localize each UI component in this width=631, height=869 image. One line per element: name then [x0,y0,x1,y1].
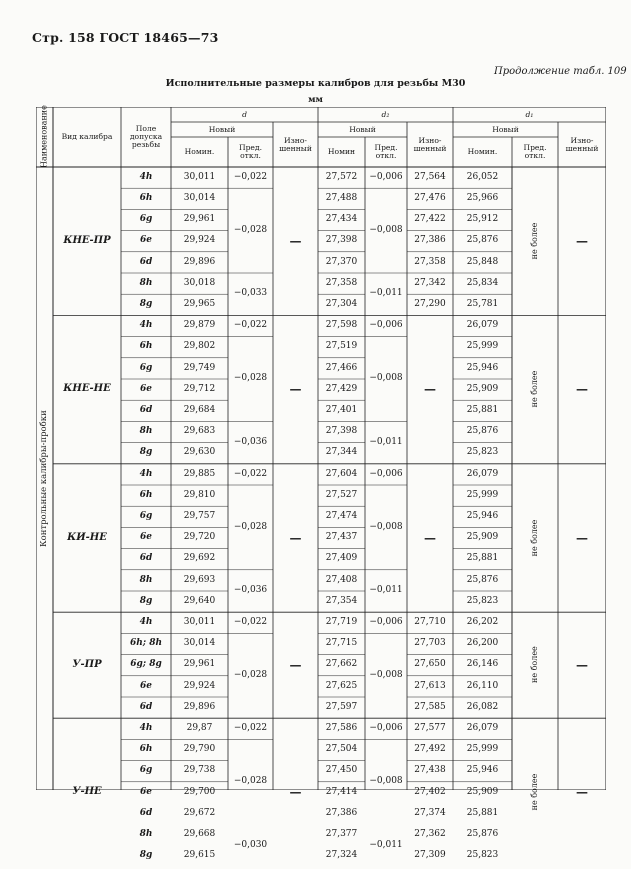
d2-worn-cell: 27,402 [414,786,446,797]
tolerance-field-cell: 4h [139,723,153,734]
d-nominal-cell: 29,802 [183,341,216,352]
tolerance-field-cell: 6e [140,383,152,394]
d2-nominal-cell: 27,598 [325,320,358,331]
d1-nominal-cell: 25,876 [466,574,499,585]
tolerance-field-cell: 8h [139,574,153,585]
tolerance-field-cell: 6e [140,680,152,691]
tolerance-field-cell: 6h [139,341,153,352]
d1-nominal-cell: 25,966 [466,193,499,204]
d1-deviation-not-more: не более [529,646,539,684]
d2-deviation-cell: −0,006 [369,617,403,628]
header-d2-nominal: Номин [327,147,356,157]
d1-nominal-cell: 25,999 [466,744,499,755]
d-nominal-cell: 29,924 [183,235,216,246]
d1-deviation-not-more: не более [529,519,539,557]
header-d-nominal: Номин. [184,147,215,157]
tolerance-field-cell: 6g [139,511,153,522]
tolerance-field-cell: 6d [139,553,153,564]
d-nominal-cell: 29,640 [183,595,216,606]
d1-nominal-cell: 25,823 [466,595,499,606]
tolerance-field-cell: 6h [139,489,153,500]
d1-worn-dash: — [576,233,588,248]
gauge-dimensions-table [36,105,606,861]
tolerance-field-cell: 8h [139,426,153,437]
header-d-new: Новый [208,124,236,134]
d1-nominal-cell: 25,909 [466,383,499,394]
tolerance-field-cell: 4h [139,617,153,628]
d-nominal-cell: 29,961 [183,659,216,670]
d-nominal-cell: 29,749 [183,362,216,373]
header-d1-deviation: Пред. откл. [523,143,547,160]
d1-nominal-cell: 25,881 [466,405,499,416]
tolerance-field-cell: 6d [139,405,153,416]
d1-nominal-cell: 25,876 [466,235,499,246]
d1-nominal-cell: 25,909 [466,786,499,797]
tolerance-field-cell: 6h [139,744,153,755]
d2-worn-cell: 27,710 [414,617,446,628]
tolerance-field-cell: 6d [139,807,153,818]
tolerance-field-cell: 8h [139,277,153,288]
header-d-deviation: Пред. откл. [238,143,263,160]
tolerance-field-cell: 6g [139,214,153,225]
header-d2-new: Новый [349,124,376,134]
d2-deviation-cell: −0,008 [369,224,403,235]
gauge-kind-label: КНЕ-ПР [63,234,111,246]
tolerance-field-cell: 6h; 8h [129,638,163,649]
d-deviation-cell: −0,028 [233,521,268,532]
d-nominal-cell: 29,896 [183,701,216,712]
d1-nominal-cell: 25,946 [466,511,499,522]
d1-nominal-cell: 26,202 [466,617,499,628]
tolerance-field-cell: 6g [139,362,153,373]
tolerance-field-cell: 6d [139,701,153,712]
tolerance-field-cell: 4h [139,171,153,182]
d2-nominal-cell: 27,450 [325,765,358,776]
d1-nominal-cell: 25,876 [466,426,499,437]
d2-deviation-cell: −0,006 [369,171,403,182]
d2-deviation-cell: −0,011 [369,585,403,596]
d-nominal-cell: 29,692 [183,553,216,564]
d-nominal-cell: 29,712 [183,383,216,394]
d-nominal-cell: 29,683 [183,426,216,437]
d2-nominal-cell: 27,572 [325,171,358,182]
d-deviation-cell: −0,028 [233,373,268,384]
d1-nominal-cell: 25,946 [466,362,499,373]
header-tolerance: Поле допуска резьбы [129,124,163,149]
d1-nominal-cell: 25,999 [466,489,499,500]
d2-worn-cell: 27,613 [414,680,446,691]
d2-deviation-cell: −0,008 [369,776,403,787]
d1-nominal-cell: 26,146 [466,659,499,670]
d2-nominal-cell: 27,409 [325,553,358,564]
d2-nominal-cell: 27,324 [325,850,358,861]
d2-worn-cell: 27,438 [414,765,446,776]
d-nominal-cell: 30,014 [183,193,216,204]
d-nominal-cell: 29,684 [183,405,216,416]
d-deviation-cell: −0,036 [233,585,268,596]
d2-worn-cell: 27,577 [414,723,446,734]
d-nominal-cell: 29,961 [183,214,216,225]
d2-worn-cell: 27,422 [414,214,446,225]
d2-nominal-cell: 27,597 [325,701,358,712]
d2-nominal-cell: 27,662 [325,659,358,670]
d-nominal-cell: 29,700 [183,786,216,797]
d1-nominal-cell: 26,200 [466,638,499,649]
d1-nominal-cell: 25,881 [466,807,499,818]
header-d2: d₂ [381,109,390,119]
d2-nominal-cell: 27,344 [325,447,358,458]
header-d1-new: Новый [492,124,519,134]
tolerance-field-cell: 6e [140,235,152,246]
tolerance-field-cell: 4h [139,468,153,479]
d-nominal-cell: 29,87 [186,723,213,734]
d2-worn-cell: 27,374 [414,807,446,818]
table-continuation-label: Продолжение табл. 109 [494,66,627,77]
d-nominal-cell: 29,965 [183,299,216,310]
d1-nominal-cell: 25,881 [466,553,499,564]
d-nominal-cell: 29,924 [183,680,216,691]
d1-nominal-cell: 26,052 [466,171,499,182]
d1-nominal-cell: 25,823 [466,447,499,458]
d-nominal-cell: 29,693 [183,574,216,585]
d2-deviation-cell: −0,008 [369,373,403,384]
d2-nominal-cell: 27,437 [325,532,358,543]
d2-deviation-cell: −0,011 [369,436,403,447]
table-unit: мм [308,95,323,105]
d-nominal-cell: 30,018 [183,277,216,288]
d-nominal-cell: 30,014 [183,638,216,649]
d2-worn-cell: 27,492 [414,744,446,755]
d2-nominal-cell: 27,434 [325,214,358,225]
gauge-kind-label: КИ-НЕ [67,531,107,543]
header-d1-nominal: Номин. [467,147,498,157]
d-nominal-cell: 29,738 [183,765,216,776]
d2-worn-cell: 27,358 [414,256,446,267]
tolerance-field-cell: 8g [139,299,153,310]
d2-deviation-cell: −0,008 [369,521,403,532]
d2-nominal-cell: 27,625 [325,680,358,691]
d1-deviation-not-more: не более [529,773,539,811]
d-nominal-cell: 29,672 [183,807,216,818]
d2-deviation-cell: −0,006 [369,320,403,331]
d1-nominal-cell: 25,876 [466,829,499,840]
d2-worn-cell: 27,386 [414,235,446,246]
d2-deviation-cell: −0,006 [369,468,403,479]
d2-nominal-cell: 27,414 [325,786,358,797]
tolerance-field-cell: 8h [139,829,153,840]
d-nominal-cell: 29,720 [183,532,216,543]
header-d: d [242,109,247,119]
d2-nominal-cell: 27,586 [325,723,358,734]
d-deviation-cell: −0,022 [233,171,268,182]
d-deviation-cell: −0,033 [233,288,268,299]
tolerance-field-cell: 4h [139,320,153,331]
d-deviation-cell: −0,022 [233,320,268,331]
header-d-worn: Изно- шенный [279,135,312,153]
d-nominal-cell: 29,790 [183,744,216,755]
d-deviation-cell: −0,022 [233,468,268,479]
tolerance-field-cell: 8g [139,447,153,458]
d2-nominal-cell: 27,719 [325,617,358,628]
d1-worn-dash: — [576,785,588,800]
d-deviation-cell: −0,028 [233,776,268,787]
d2-deviation-cell: −0,006 [369,723,403,734]
d-worn-dash: — [289,530,302,545]
d-nominal-cell: 29,757 [183,511,216,522]
header-d1: d₁ [525,109,534,119]
d2-deviation-cell: −0,008 [369,670,403,681]
tolerance-field-cell: 6g [139,765,153,776]
d1-nominal-cell: 25,912 [466,214,499,225]
gauge-kind-label: КНЕ-НЕ [63,383,111,395]
d-nominal-cell: 29,896 [183,256,216,267]
d-deviation-cell: −0,036 [233,436,268,447]
d-nominal-cell: 29,615 [183,850,216,861]
d2-nominal-cell: 27,408 [325,574,358,585]
d2-nominal-cell: 27,504 [325,744,358,755]
d2-worn-cell: 27,703 [414,638,446,649]
d-nominal-cell: 30,011 [183,617,216,628]
d-deviation-cell: −0,022 [233,617,268,628]
d-nominal-cell: 29,885 [183,468,216,479]
d2-nominal-cell: 27,466 [325,362,358,373]
d1-nominal-cell: 25,823 [466,850,499,861]
d2-nominal-cell: 27,474 [325,511,358,522]
d2-nominal-cell: 27,519 [325,341,358,352]
tolerance-field-cell: 8g [139,595,153,606]
d-nominal-cell: 29,810 [183,489,216,500]
d1-nominal-cell: 26,079 [466,468,499,479]
d2-nominal-cell: 27,358 [325,277,358,288]
table-title: Исполнительные размеры калибров для резьбы М30 [165,78,466,89]
d-worn-dash: — [289,657,302,672]
d-deviation-cell: −0,028 [233,670,268,681]
d2-worn-dash: — [424,530,436,545]
d2-worn-cell: 27,564 [414,171,446,182]
d-nominal-cell: 29,630 [183,447,216,458]
d1-deviation-not-more: не более [529,222,539,260]
tolerance-field-cell: 8g [139,850,153,861]
header-d1-worn: Изно- шенный [565,135,599,153]
d-worn-dash: — [289,785,302,800]
d1-deviation-not-more: не более [529,371,539,408]
d2-nominal-cell: 27,370 [325,256,358,267]
d2-nominal-cell: 27,354 [325,595,358,606]
d2-nominal-cell: 27,398 [325,426,358,437]
d2-nominal-cell: 27,488 [325,193,358,204]
d-worn-dash: — [289,382,302,397]
d2-nominal-cell: 27,401 [325,405,358,416]
d2-nominal-cell: 27,715 [325,638,358,649]
d2-nominal-cell: 27,398 [325,235,358,246]
d-deviation-cell: −0,022 [233,723,268,734]
d1-nominal-cell: 25,946 [466,765,499,776]
d1-nominal-cell: 25,781 [466,299,499,310]
d2-deviation-cell: −0,011 [369,288,403,299]
header-name: Наименование [39,105,49,169]
header-kind: Вид калибра [61,132,113,142]
d-nominal-cell: 30,011 [183,171,216,182]
d2-worn-cell: 27,342 [414,277,446,288]
d2-nominal-cell: 27,527 [325,489,358,500]
d2-nominal-cell: 27,377 [325,829,358,840]
d2-worn-cell: 27,650 [414,659,446,670]
d2-worn-cell: 27,309 [414,850,446,861]
tolerance-field-cell: 6e [140,532,152,543]
d-deviation-cell: −0,030 [233,839,268,850]
tolerance-field-cell: 6h [139,193,153,204]
d1-nominal-cell: 25,848 [466,256,499,267]
gauge-kind-label: У-ПР [72,658,102,670]
page-header: Стр. 158 ГОСТ 18465—73 [32,30,219,45]
d2-worn-cell: 27,476 [414,193,446,204]
d-nominal-cell: 29,668 [183,829,216,840]
gauge-kind-label: У-НЕ [72,786,102,798]
d1-nominal-cell: 25,999 [466,341,499,352]
d-worn-dash: — [289,233,302,248]
d1-nominal-cell: 26,079 [466,320,499,331]
header-d2-deviation: Пред. откл. [374,143,398,160]
d2-nominal-cell: 27,429 [325,383,358,394]
tolerance-field-cell: 6e [140,786,152,797]
d1-nominal-cell: 26,079 [466,723,499,734]
d2-worn-cell: 27,585 [414,701,446,712]
side-label: Контрольные калибры-пробки [39,410,50,547]
d1-nominal-cell: 25,909 [466,532,499,543]
d2-deviation-cell: −0,011 [369,839,403,850]
d2-worn-cell: 27,362 [414,829,446,840]
d2-nominal-cell: 27,304 [325,299,358,310]
d1-worn-dash: — [576,530,588,545]
tolerance-field-cell: 6g; 8g [130,659,162,670]
d2-nominal-cell: 27,386 [325,807,358,818]
d1-nominal-cell: 26,110 [466,680,499,691]
header-d2-worn: Изно- шенный [413,135,447,153]
d1-nominal-cell: 26,082 [466,701,499,712]
tolerance-field-cell: 6d [139,256,153,267]
d-nominal-cell: 29,879 [183,320,216,331]
d2-worn-dash: — [424,382,436,397]
d2-nominal-cell: 27,604 [325,468,358,479]
d1-worn-dash: — [576,382,588,397]
d1-worn-dash: — [576,657,588,672]
d1-nominal-cell: 25,834 [466,277,499,288]
d2-worn-cell: 27,290 [414,299,446,310]
d-deviation-cell: −0,028 [233,224,268,235]
